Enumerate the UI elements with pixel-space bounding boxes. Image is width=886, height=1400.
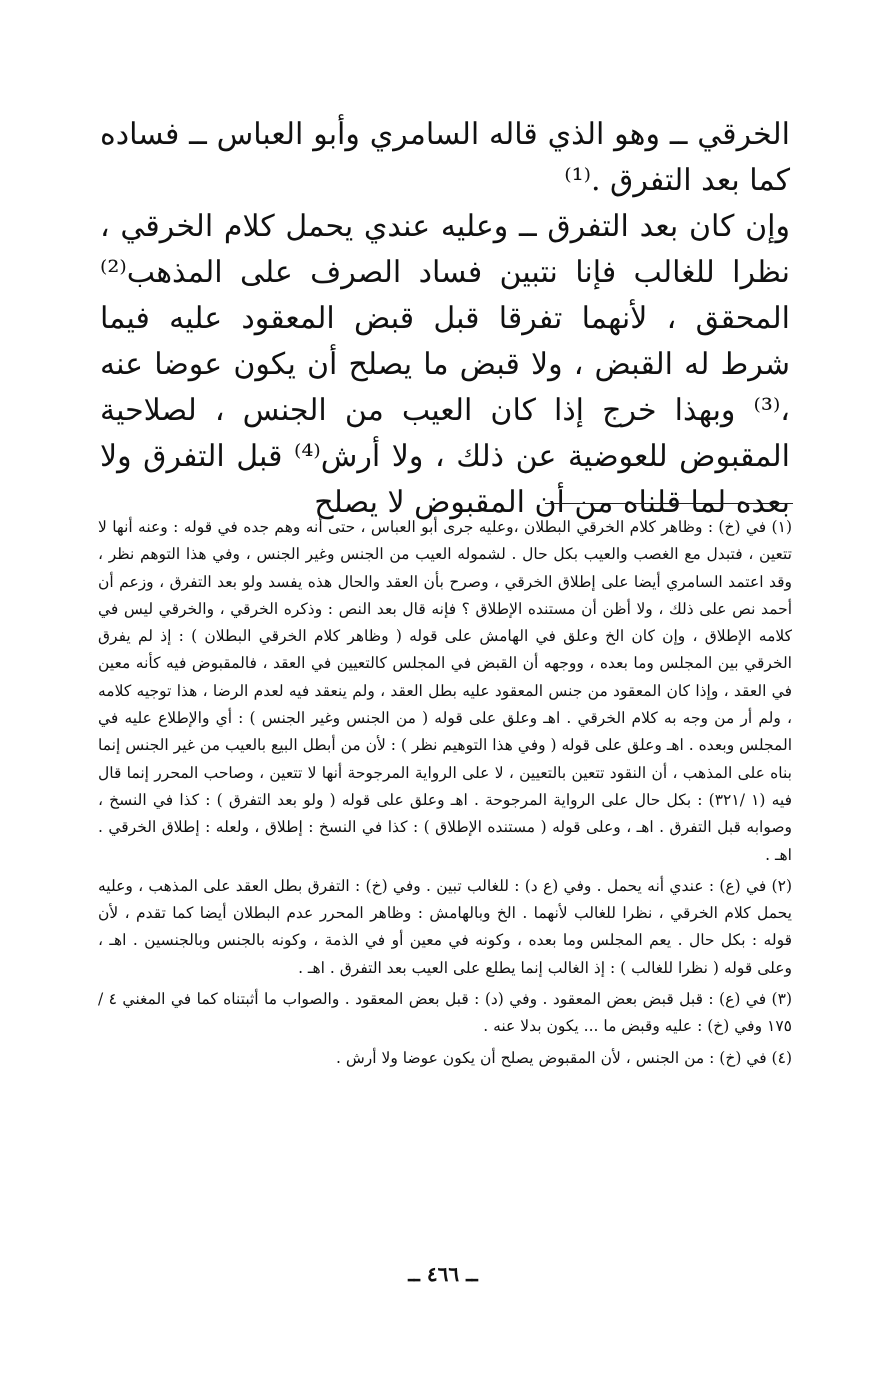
- footnote-2: (٢) في (ع) : عندي أنه يحمل . وفي (ع د) : للغالب تبين . وفي (خ) : التفرق بطل العقد على المذهب ، وعليه يحمل كلام الخرقي ، نظرا للغالب لأنهما . الخ وبالهامش : وظاهر المحرر عدم البطلان أيضا كما تقدم ، لأن قوله : بكل حال . يعم المجلس وما بعده ، وكونه في معين أو في الذمة ، وكونه بالجنس وبالجنسين . اهـ ، وعلى قوله ( نظرا للغالب ) : إذ الغالب إنما يطلع على العيب بعد التفرق . اهـ .: [98, 876, 792, 977]
- footnote-4: (٤) في (خ) : من الجنس ، لأن المقبوض يصلح أن يكون عوضا ولا أرش .: [336, 1048, 792, 1067]
- footnote-1: (١) في (خ) : وظاهر كلام الخرقي البطلان ،وعليه جرى أبو العباس ، حتى أنه وهم جده في قوله : وعنه أنها لا تتعين ، فتبدل مع الغصب والعيب بكل حال . لشموله العيب من الجنس وغير الجنس ، وفي هذا التوهم نظر ، وقد اعتمد السامري أيضا على إطلاق الخرقي ، وصرح بأن العقد والحال هذه يفسد ولو بعد التفرق ، وزعم أن أحمد نص على ذلك ، ولا أظن أن مستنده الإطلاق ؟ فإنه قال بعد النص : وذكره الخرقي ، والخرقي ليس في كلامه الإطلاق ، وإن كان الخ وعلق في الهامش على قوله ( وظاهر كلام الخرقي البطلان ) : إذ لم يفرق الخرقي بين المجلس وما بعده ، ووجهه أن القبض في المجلس كالتعيين في العقد ، فالمقبوض فيه كأنه معين في العقد ، وإذا كان المعقود من جنس المعقود عليه بطل العقد ، ولم ينعقد فيه لعدم الرضا ، هذا توجيه كلامه ، ولم أر من وجه به كلام الخرقي . اهـ وعلق على قوله ( من الجنس وغير الجنس ) : أي والإطلاع عليه في المجلس وبعده . اهـ وعلق على قوله ( وفي هذا التوهيم نظر ) : لأن من أبطل البيع بالعيب من غير الجنس إنما بناه على المذهب ، أن النقود تتعين بالتعيين ، لا على الرواية المرجوحة أنها لا تتعين ، وصاحب المحرر إنما قال فيه (١ /٣٢١) : بكل حال على الرواية المرجوحة . اهـ وعلق على قوله ( ولو بعد التفرق ) : كذا في النسخ ، وصوابه قبل التفرق . اهـ ، وعلى قوله ( مستنده الإطلاق ) : كذا في النسخ : إطلاق ، ولعله : إطلاق الخرقي . اهـ .: [98, 518, 793, 864]
- footnote-separator: [545, 503, 793, 504]
- page-number: ــ ٤٦٦ ــ: [408, 1262, 478, 1286]
- paragraph-2: وإن كان بعد التفرق ــ وعليه عندي يحمل كلام الخرقي ، نظرا للغالب فإنا نتبين فساد الصرف على المذهب⁽²⁾ المحقق ، لأنهما تفرقا قبل قبض المعقود عليه فيما شرط له القبض ، ولا قبض ما يصلح أن يكون عوضا عنه ،⁽³⁾ وبهذا خرج إذا كان العيب من الجنس ، لصلاحية المقبوض للعوضية عن ذلك ، ولا أرش⁽⁴⁾ قبل التفرق ولا بعده لما قلناه من أن المقبوض لا يصلح: [100, 209, 790, 520]
- main-text: [100, 112, 790, 526]
- paragraph-1: الخرقي ــ وهو الذي قاله السامري وأبو العباس ــ فساده كما بعد التفرق .⁽¹⁾: [100, 117, 790, 198]
- footnote-3: (٣) في (ع) : قبل قبض بعض المعقود . وفي (د) : قبل بعض المعقود . والصواب ما أثبتناه كما في المغني ٤ /١٧٥ وفي (خ) : عليه وقبض ما ... يكون بدلا عنه .: [98, 990, 792, 1036]
- footnotes: [98, 514, 792, 1076]
